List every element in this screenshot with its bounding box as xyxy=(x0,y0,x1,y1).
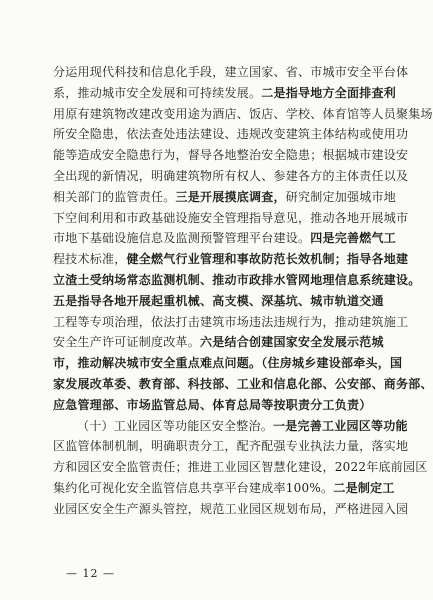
text-line xyxy=(53,270,421,291)
text-line xyxy=(53,83,397,104)
text-segment: 市，推动解决城市安全重点难点问题。（住房城乡建设部牵头，国 xyxy=(53,356,403,371)
text-segment: 用原有建筑物改建改变用途为酒店、饭店、学校、体育馆等人员聚集场 xyxy=(53,106,433,121)
text-segment: （十）工业园区等功能区安全整治。 xyxy=(77,418,274,433)
text-line xyxy=(53,478,395,499)
text-line xyxy=(53,416,408,437)
text-segment: 所安全隐患，依法查处违法建设、违规改变建筑主体结构或使用功 xyxy=(53,127,409,142)
text-segment: 分运用现代科技和信息化手段，建立国家、省、市城市安全平台体 xyxy=(53,65,409,79)
text-line xyxy=(53,249,409,270)
text-line xyxy=(53,291,385,312)
text-segment: 业园区安全生产源头管控，规范工业园区规划布局，严格进园入园 xyxy=(53,501,409,516)
text-segment: 集约化可视化安全监管信息共享平台建成率100%。 xyxy=(53,480,334,495)
text-segment: 家发展改革委、教育部、科技部、工业和信息化部、公安部、商务部、 xyxy=(53,376,433,391)
text-line xyxy=(53,104,433,125)
text-line xyxy=(53,312,409,333)
text-segment: 应急管理部、市场监管总局、体育总局等按职责分工负责） xyxy=(53,397,372,412)
text-segment: 五是指导各地开展起重机械、高支模、深基坑、城市轨道交通 xyxy=(53,293,384,308)
text-segment: 二是指导地方全面排查利 xyxy=(261,85,397,100)
text-segment: 研究制定加强城市地 xyxy=(285,189,397,204)
text-segment: 能等造成安全隐患行为，督导各地整治安全隐患；根据城市建设安 xyxy=(53,148,409,163)
text-segment: 市地下基础设施信息及监测预警管理平台建设。 xyxy=(53,231,311,246)
text-line xyxy=(53,166,409,187)
text-segment: 健全燃气行业管理和事故防范长效机制；指导各地建 xyxy=(126,252,409,267)
text-line xyxy=(53,145,409,166)
text-segment: 区监管体制机制，明确职责分工，配齐配强专业执法力量，落实地 xyxy=(53,439,409,454)
text-segment: 二是制定工 xyxy=(333,480,395,495)
text-segment: 程技术标准， xyxy=(53,252,127,267)
text-segment: 下空间利用和市政基础设施安全管理指导意见，推动各地开展城市 xyxy=(53,210,409,225)
text-segment: 系，推动城市安全发展和可持续发展。 xyxy=(53,85,262,100)
text-line xyxy=(53,208,409,229)
text-segment: 安全生产许可证制度改革。 xyxy=(53,335,201,350)
text-line xyxy=(53,62,409,83)
text-segment: 工程等专项治理，依法打击建筑市场违法违规行为，推动建筑施工 xyxy=(53,314,409,329)
text-line xyxy=(53,187,397,208)
text-segment: 全出现的新情况，明确建筑物所有权人、参建各方的主体责任以及 xyxy=(53,168,409,183)
text-line xyxy=(53,457,428,478)
text-segment: 方和园区安全监管责任；推进工业园区智慧化建设，2022年底前园区 xyxy=(53,460,428,475)
text-segment: 一是完善工业园区等功能 xyxy=(273,418,408,433)
text-segment: 四是完善燃气工 xyxy=(310,231,397,246)
text-segment: 六是结合创建国家安全发展示范城 xyxy=(200,335,384,350)
text-line xyxy=(53,332,385,353)
text-line xyxy=(53,353,403,374)
text-line xyxy=(53,374,433,395)
text-segment: 立渣土受纳场常态监测机制、推动市政排水管网地理信息系统建设。 xyxy=(53,272,421,287)
text-line xyxy=(53,395,385,416)
text-line xyxy=(53,436,409,457)
text-line xyxy=(53,499,409,520)
text-segment: 相关部门的监管责任。 xyxy=(53,189,176,204)
page-number: — 12 — xyxy=(66,567,115,580)
text-segment: 三是开展摸底调查， xyxy=(175,189,286,204)
body-text xyxy=(53,62,433,520)
text-line xyxy=(53,228,397,249)
text-line xyxy=(53,124,409,145)
